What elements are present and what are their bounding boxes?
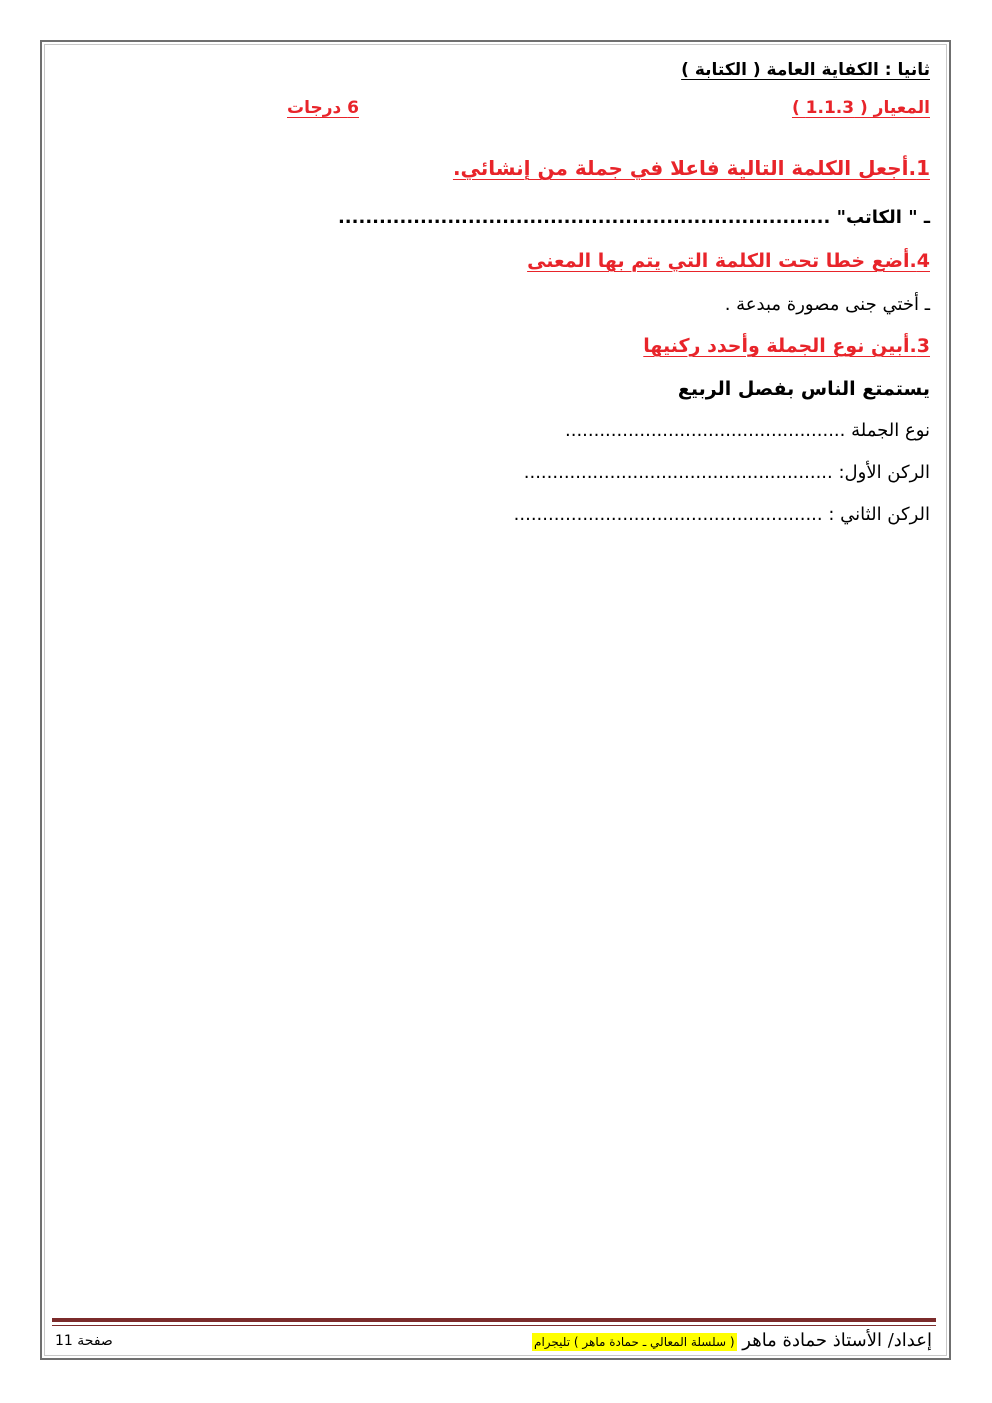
question-1-prompt <box>338 207 930 228</box>
field-sentence-type <box>565 420 930 441</box>
field-first-pillar-label: الركن الأول: <box>838 462 930 483</box>
field-first-pillar <box>524 462 930 483</box>
footer-separator-thin <box>52 1325 936 1326</box>
question-3-sentence: يستمتع الناس بفصل الربيع <box>677 378 930 400</box>
field-sentence-type-label: نوع الجملة <box>851 420 930 441</box>
page-number: صفحة 11 <box>55 1333 113 1349</box>
footer-author <box>532 1330 932 1351</box>
field-first-pillar-dots: ...................................................... <box>523 462 833 483</box>
field-second-pillar <box>514 504 930 525</box>
marks-label: 6 درجات <box>287 98 359 118</box>
question-4-heading: 4.أضع خطا تحت الكلمة التي يتم بها المعنى <box>527 250 930 272</box>
question-1-answer-dots: ........................................................................ <box>337 207 831 228</box>
question-1-word: ـ " الكاتب" <box>836 207 930 228</box>
field-sentence-type-dots: ................................................. <box>565 420 846 441</box>
question-1-heading: 1.أجعل الكلمة التالية فاعلا في جملة من إنشائي. <box>452 156 930 180</box>
criterion-label: المعيار ( 1.1.3 ) <box>791 98 930 118</box>
section-title: ثانيا : الكفاية العامة ( الكتابة ) <box>681 60 930 80</box>
footer-separator-thick <box>52 1318 936 1322</box>
question-4-sentence: ـ أختي جنى مصورة مبدعة . <box>724 294 930 315</box>
field-second-pillar-label: الركن الثاني : <box>828 504 930 525</box>
footer-channel-highlight: ( سلسلة المعالي ـ حمادة ماهر ) تليجرام <box>534 1335 735 1349</box>
page-frame <box>40 40 951 1360</box>
field-second-pillar-dots: ...................................................... <box>513 504 823 525</box>
question-3-heading: 3.أبين نوع الجملة وأحدد ركنيها <box>643 335 930 357</box>
footer-author-name: إعداد/ الأستاذ حمادة ماهر <box>742 1330 932 1351</box>
